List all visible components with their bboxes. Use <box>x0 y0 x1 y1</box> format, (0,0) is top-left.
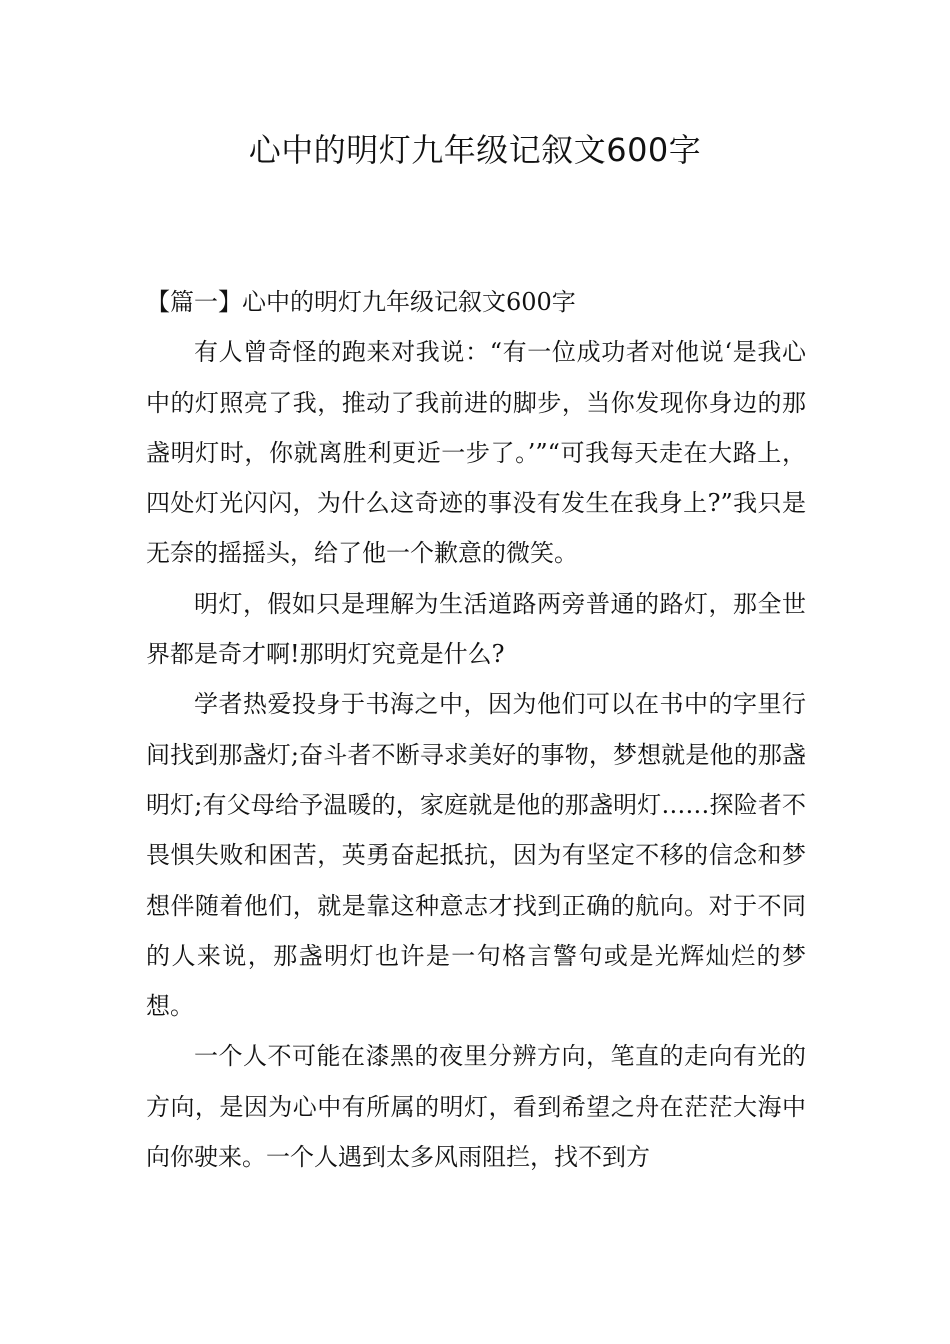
document-body <box>146 277 806 1182</box>
document-title: 心中的明灯九年级记叙文600字 <box>248 131 702 169</box>
paragraph-1: 有人曾奇怪的跑来对我说：“有一位成功者对他说‘是我心中的灯照亮了我，推动了我前进的脚步，当你发现你身边的那盏明灯时，你就离胜利更近一步了。’”“可我每天走在大路上，四处灯光闪闪，为什么这奇迹的事没有发生在我身上?”我只是无奈的摇摇头，给了他一个歉意的微笑。 <box>146 338 806 568</box>
paragraph-2: 明灯，假如只是理解为生活道路两旁普通的路灯，那全世界都是奇才啊!那明灯究竟是什么? <box>146 589 806 669</box>
section-heading: 【篇一】心中的明灯九年级记叙文600字 <box>146 288 576 316</box>
paragraph-4: 一个人不可能在漆黑的夜里分辨方向，笔直的走向有光的方向，是因为心中有所属的明灯，看到希望之舟在茫茫大海中向你驶来。一个人遇到太多风雨阻拦，找不到方 <box>146 1042 806 1172</box>
paragraph-3: 学者热爱投身于书海之中，因为他们可以在书中的字里行间找到那盏灯;奋斗者不断寻求美好的事物，梦想就是他的那盏明灯;有父母给予温暖的，家庭就是他的那盏明灯……探险者不畏惧失败和困苦，英勇奋起抵抗，因为有坚定不移的信念和梦想伴随着他们，就是靠这种意志才找到正确的航向。对于不同的人来说，那盏明灯也许是一句格言警句或是光辉灿烂的梦想。 <box>146 690 806 1021</box>
